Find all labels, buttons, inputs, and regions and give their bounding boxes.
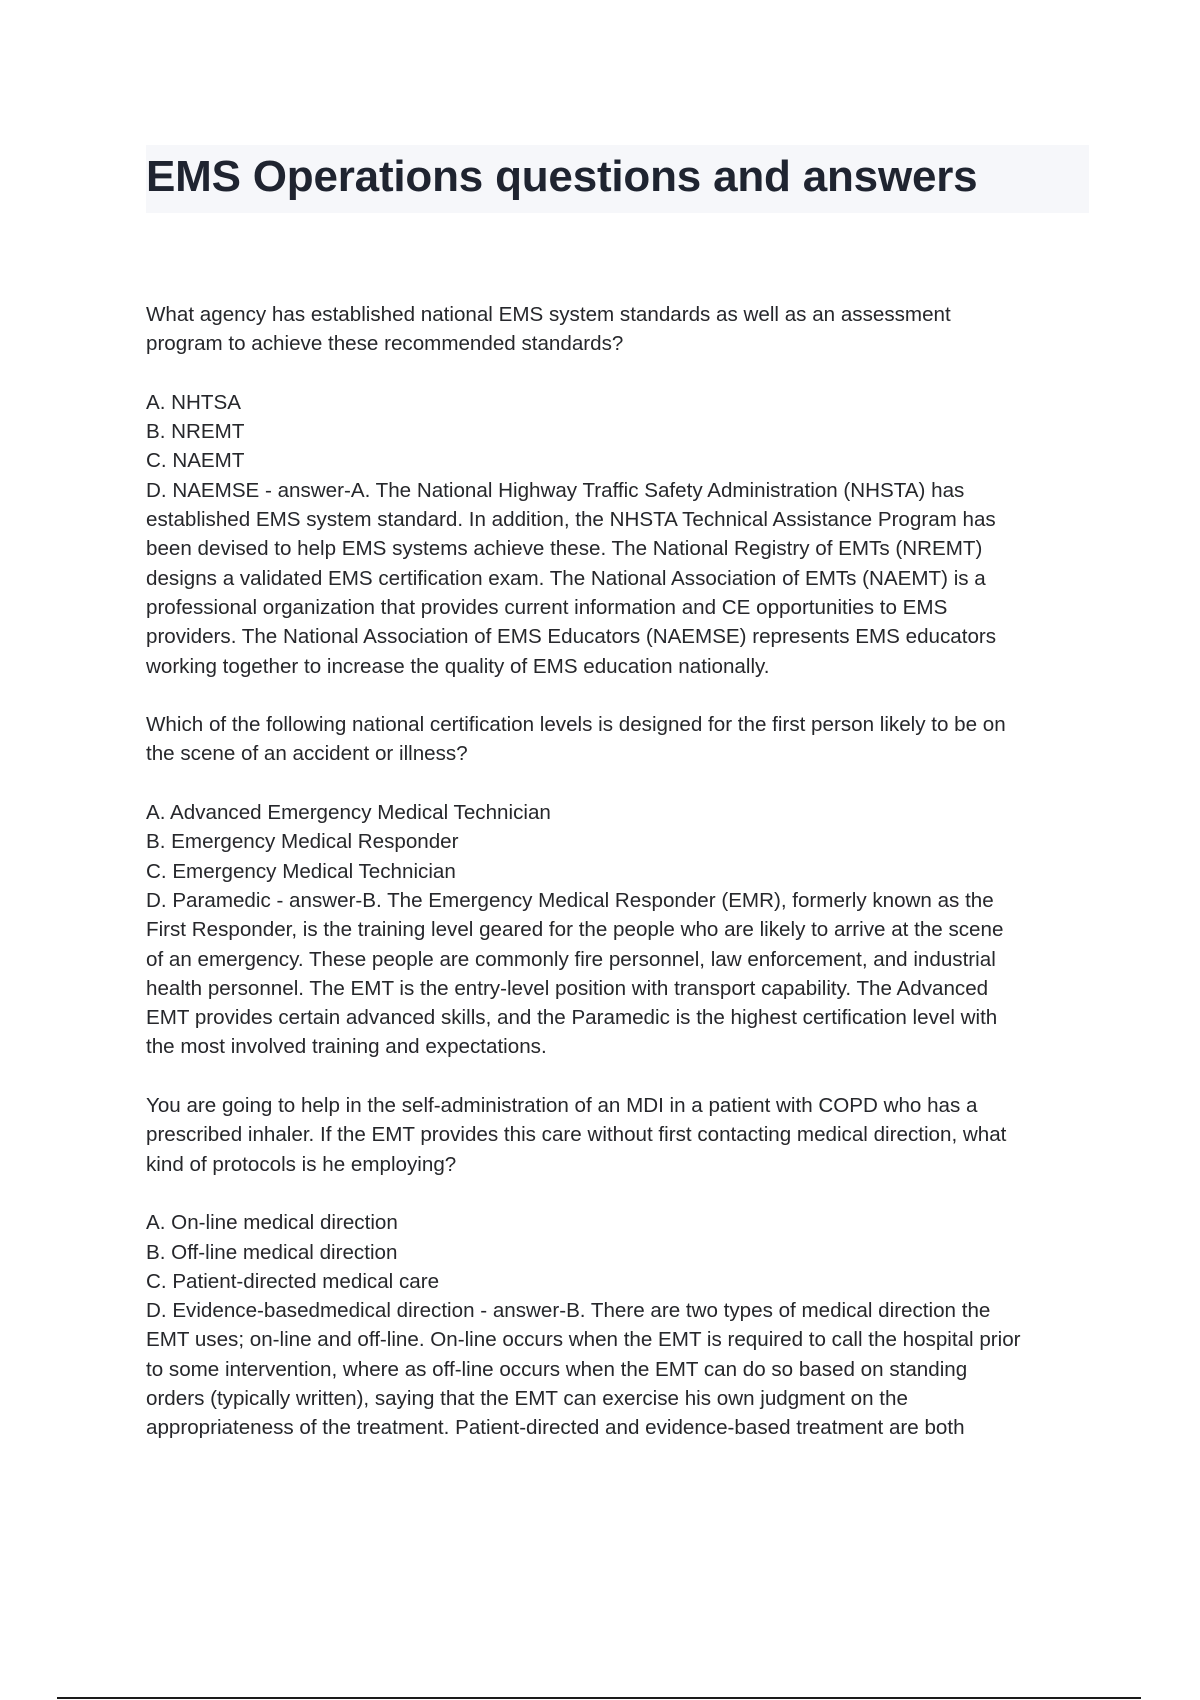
answer-line: health personnel. The EMT is the entry-level position with transport capability. The Advanced xyxy=(146,976,989,1000)
answer-line: D. Paramedic - answer-B. The Emergency Medical Responder (EMR), formerly known as the xyxy=(146,888,994,912)
question-text xyxy=(146,1091,1091,1179)
qa-item-2 xyxy=(146,710,1091,1062)
option-c: C. NAEMT xyxy=(146,449,245,473)
options-and-answer xyxy=(146,388,1091,681)
answer-line: established EMS system standard. In addition, the NHSTA Technical Assistance Program has xyxy=(146,508,996,532)
question-line: Which of the following national certification levels is designed for the first person likely to be on xyxy=(146,713,1006,737)
answer-line: the most involved training and expectations. xyxy=(146,1035,547,1059)
answer-line: to some intervention, where as off-line occurs when the EMT can do so based on standing xyxy=(146,1357,968,1381)
answer-line: been devised to help EMS systems achieve these. The National Registry of EMTs (NREMT) xyxy=(146,537,983,561)
option-a: A. On-line medical direction xyxy=(146,1211,398,1235)
question-line: kind of protocols is he employing? xyxy=(146,1152,457,1176)
question-line: the scene of an accident or illness? xyxy=(146,742,468,766)
option-b: B. Off-line medical direction xyxy=(146,1240,398,1264)
qa-item-1 xyxy=(146,300,1091,681)
qa-item-3 xyxy=(146,1091,1091,1443)
question-line: program to achieve these recommended standards? xyxy=(146,332,624,356)
document-body xyxy=(146,300,1091,1472)
page-bottom-divider xyxy=(57,1697,1141,1699)
options-and-answer xyxy=(146,798,1091,1062)
question-text xyxy=(146,710,1091,769)
answer-line: professional organization that provides current information and CE opportunities to EMS xyxy=(146,595,948,619)
answer-line: providers. The National Association of EMS Educators (NAEMSE) represents EMS educators xyxy=(146,625,997,649)
question-line: You are going to help in the self-administration of an MDI in a patient with COPD who has a xyxy=(146,1094,978,1118)
answer-line: working together to increase the quality of EMS education nationally. xyxy=(146,654,770,678)
answer-line: of an emergency. These people are commonly fire personnel, law enforcement, and industrial xyxy=(146,947,996,971)
answer-line: orders (typically written), saying that the EMT can exercise his own judgment on the xyxy=(146,1386,908,1410)
answer-line: appropriateness of the treatment. Patient-directed and evidence-based treatment are both xyxy=(146,1416,965,1440)
option-c: C. Emergency Medical Technician xyxy=(146,859,456,883)
option-b: B. NREMT xyxy=(146,420,245,444)
answer-line: D. Evidence-basedmedical direction - answer-B. There are two types of medical direction the xyxy=(146,1299,991,1323)
question-line: prescribed inhaler. If the EMT provides this care without first contacting medical direction, what xyxy=(146,1123,1007,1147)
answer-line: designs a validated EMS certification exam. The National Association of EMTs (NAEMT) is a xyxy=(146,566,986,590)
answer-line: D. NAEMSE - answer-A. The National Highway Traffic Safety Administration (NHSTA) has xyxy=(146,478,965,502)
options-and-answer xyxy=(146,1208,1091,1442)
question-line: What agency has established national EMS system standards as well as an assessment xyxy=(146,303,951,326)
answer-line: First Responder, is the training level geared for the people who are likely to arrive at the scene xyxy=(146,918,1004,942)
option-a: A. Advanced Emergency Medical Technician xyxy=(146,801,551,825)
option-a: A. NHTSA xyxy=(146,390,241,414)
answer-line: EMT uses; on-line and off-line. On-line occurs when the EMT is required to call the hospital prior xyxy=(146,1328,1021,1352)
option-c: C. Patient-directed medical care xyxy=(146,1269,440,1293)
option-b: B. Emergency Medical Responder xyxy=(146,830,459,854)
page-title-banner xyxy=(146,145,1089,213)
answer-line: EMT provides certain advanced skills, and the Paramedic is the highest certification level with xyxy=(146,1006,998,1030)
question-text xyxy=(146,300,1091,359)
page-title: EMS Operations questions and answers xyxy=(146,152,978,201)
